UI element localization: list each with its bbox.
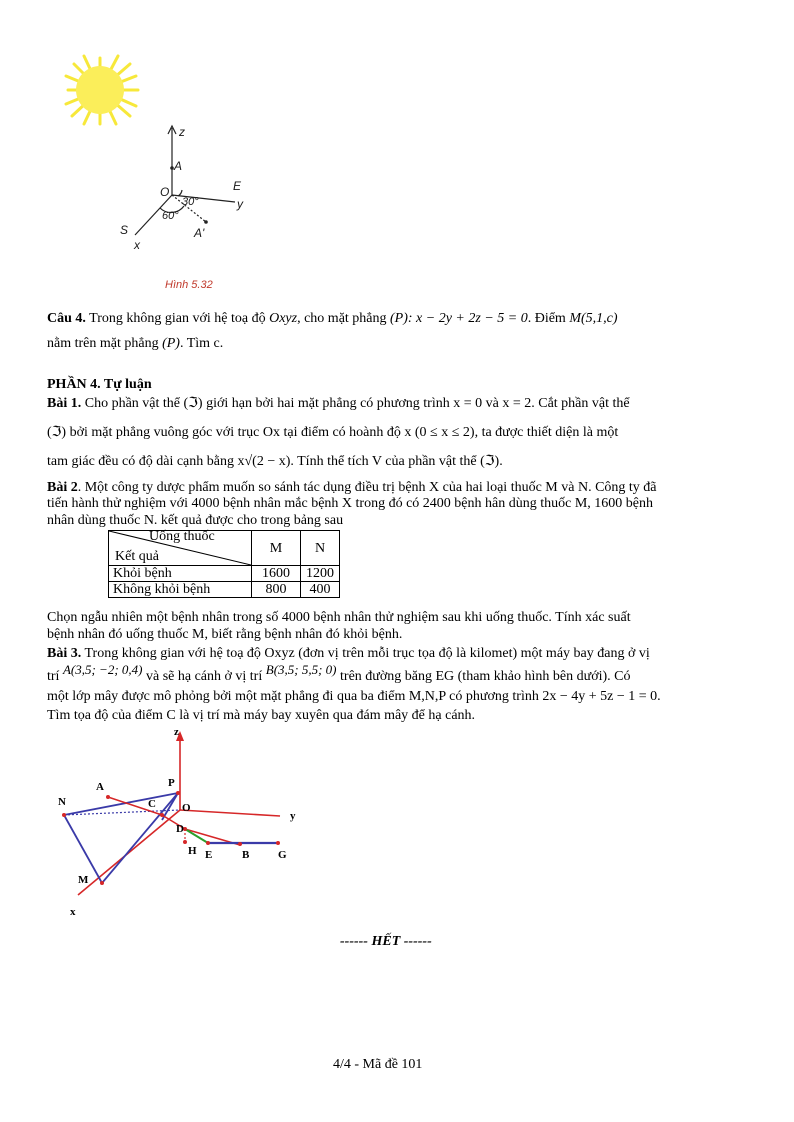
bai3-line1 [47,646,747,662]
col-header-m: M [252,531,301,566]
cau4-text-d: nằm trên mặt phẳng [47,336,159,351]
bai2-label: Bài 2 [47,480,78,495]
bai1-line3: tam giác đều có độ dài cạnh bằng x√(2 − x). Tính thể tích V của phần vật thể (ℑ). [47,454,503,469]
cau4-line2 [47,336,747,352]
figure-5-32 [60,50,280,290]
y-axis-label: y [290,810,296,822]
bai2-text-1: . Một công ty dược phẩm muốn so sánh tác dụng điều trị bệnh X của hai loại thuốc M và N. Công ty đã [77,480,657,495]
bai1-label: Bài 1. [47,396,82,411]
row-label: Không khỏi bệnh [109,582,252,598]
bai3-point-b: B(3,5; 5,5; 0) [265,662,337,677]
x-axis-label: x [70,906,76,918]
table-row [109,566,340,582]
cell-value: 800 [252,582,301,598]
part4-heading: PHẦN 4. Tự luận [47,377,152,392]
cell-value: 1600 [252,566,301,582]
point-c-label: C [148,798,156,810]
point-a-label: A [174,159,183,173]
bai3-line3: một lớp mây được mô phỏng bởi một mặt phẳng đi qua ba điểm M,N,P có phương trình 2x − 4y + 5z − 1 = 0. [47,689,661,704]
table-row [109,582,340,598]
cau4-label: Câu 4. [47,311,86,326]
point-g-label: G [278,849,287,861]
bai2-line1 [47,480,747,496]
bai1-text-1: Cho phần vật thể (ℑ) giới hạn bởi hai mặt phẳng có phương trình x = 0 và x = 2. Cắt phần vật thể [84,396,630,411]
bai3-text-2a: trí [47,669,60,684]
bai1-line1 [47,396,747,412]
corner-bottom-label: Kết quả [115,549,159,564]
y-axis-label: y [237,197,243,211]
cau4-line1 [47,311,747,327]
row-label: Khỏi bệnh [109,566,252,582]
point-a-label: A [96,781,104,793]
cau4-text-b: , cho mặt phẳng [297,311,387,326]
col-header-n: N [301,531,340,566]
point-h-label: H [188,845,197,857]
point-e-label: E [233,179,242,193]
page-footer: 4/4 - Mã đề 101 [333,1057,423,1072]
point-m-label: M [78,874,89,886]
point-n-label: N [58,796,66,808]
bai2-line3: nhân dùng thuốc N. kết quả được cho trong bảng sau [47,513,344,528]
bai2-line5: bệnh nhân đó uống thuốc M, biết rằng bệnh nhân đó khỏi bệnh. [47,627,403,642]
cau4-plane-p: (P) [162,336,180,351]
cau4-text-a: Trong không gian với hệ toạ độ [89,311,266,326]
bai3-text-2b: và sẽ hạ cánh ở vị trí [145,669,263,684]
figure-caption: Hình 5.32 [165,279,213,291]
result-table [108,530,340,598]
bai2-line4: Chọn ngẫu nhiên một bệnh nhân trong số 4000 bệnh nhân thử nghiệm sau khi uống thuốc. Tính xác suất [47,610,631,625]
bai3-line2 [47,662,747,685]
origin-label: O [182,802,191,814]
z-axis-label: z [179,125,185,139]
point-e-label: E [205,849,213,861]
bai3-text-2c: trên đường băng EG (tham khảo hình bên dưới). Có [340,669,631,684]
point-s-label: S [120,223,129,237]
cau4-point-m: M(5,1,c) [569,311,618,326]
bai1-line2: (ℑ) bởi mặt phẳng vuông góc với trục Ox tại điểm có hoành độ x (0 ≤ x ≤ 2), ta được thiết diện là một [47,425,619,440]
figure-plane-cloud [50,725,310,925]
point-b-label: B [242,849,250,861]
end-marker: ------ HẾT ------ [340,934,432,949]
angle-30-label: 30° [182,196,199,208]
x-axis-label: x [134,238,140,252]
point-p-label: P [168,777,175,789]
cell-value: 1200 [301,566,340,582]
bai3-point-a: A(3,5; −2; 0,4) [62,662,143,677]
origin-label: O [160,185,170,199]
table-header-row [109,531,340,566]
bai3-text-1: Trong không gian với hệ toạ độ Oxyz (đơn vị trên mỗi trục tọa độ là kilomet) một máy bay đang ở vị [84,646,650,661]
z-axis-label: z [174,726,179,738]
point-d-label: D [176,823,184,835]
bai3-label: Bài 3. [47,646,82,661]
point-a-prime-label: A' [194,226,205,240]
table-corner-cell [109,531,252,566]
cau4-plane-eq: (P): x − 2y + 2z − 5 = 0 [390,311,528,326]
cell-value: 400 [301,582,340,598]
cau4-text-e: . Tìm c. [179,336,224,351]
corner-top-label: Uống thuốc [149,529,215,544]
cau4-oxyz: Oxyz [269,311,298,326]
angle-60-label: 60° [162,210,179,222]
cau4-text-c: . Điểm [527,311,566,326]
bai2-line2: tiến hành thử nghiệm với 4000 bệnh nhân mắc bệnh X trong đó có 2400 bệnh hân dùng thuốc M, 1600 bệnh [47,496,653,511]
bai3-line4: Tìm tọa độ của điểm C là vị trí mà máy bay xuyên qua đám mây để hạ cánh. [47,708,476,723]
